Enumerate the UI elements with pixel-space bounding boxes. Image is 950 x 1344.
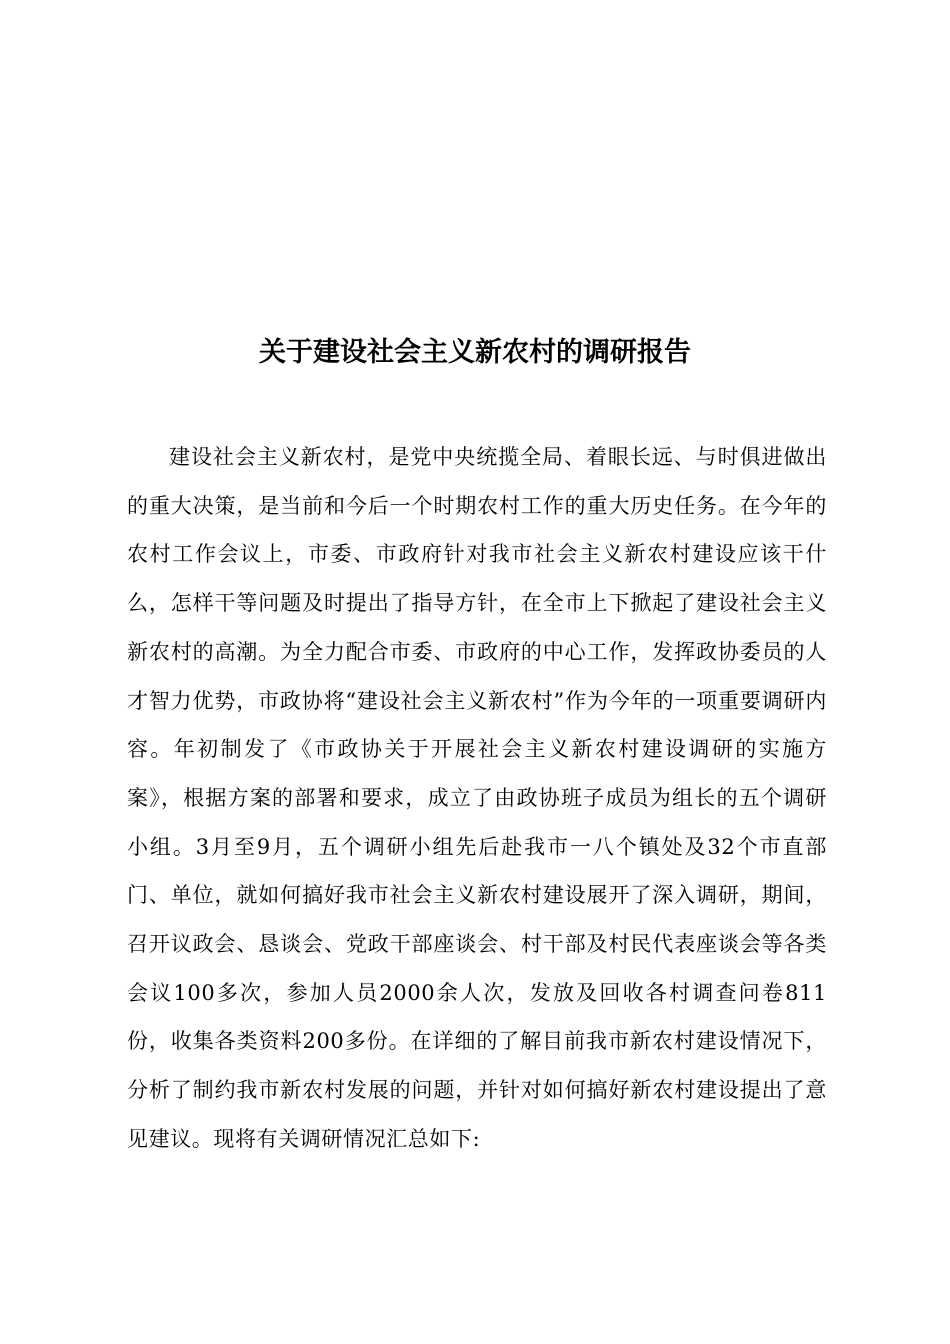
document-title: 关于建设社会主义新农村的调研报告 — [259, 337, 691, 368]
body-paragraph: 建设社会主义新农村，是党中央统揽全局、着眼长远、与时俱进做出的重大决策，是当前和今后一个时期农村工作的重大历史任务。在今年的农村工作会议上，市委、市政府针对我市社会主义新农村建设应该干什么，怎样干等问题及时提出了指导方针，在全市上下掀起了建设社会主义新农村的高潮。为全力配合市委、市政府的中心工作，发挥政协委员的人才智力优势，市政协将“建设社会主义新农村”作为今年的一项重要调研内容。年初制发了《市政协关于开展社会主义新农村建设调研的实施方案》，根据方案的部署和要求，成立了由政协班子成员为组长的五个调研小组。3月至9月，五个调研小组先后赴我市一八个镇处及32个市直部门、单位，就如何搞好我市社会主义新农村建设展开了深入调研，期间，召开议政会、恳谈会、党政干部座谈会、村干部及村民代表座谈会等各类会议100多次，参加人员2000余人次，发放及回收各村调查问卷811份，收集各类资料200多份。在详细的了解目前我市新农村建设情况下，分析了制约我市新农村发展的问题，并针对如何搞好新农村建设提出了意见建议。现将有关调研情况汇总如下: — [127, 445, 827, 1151]
